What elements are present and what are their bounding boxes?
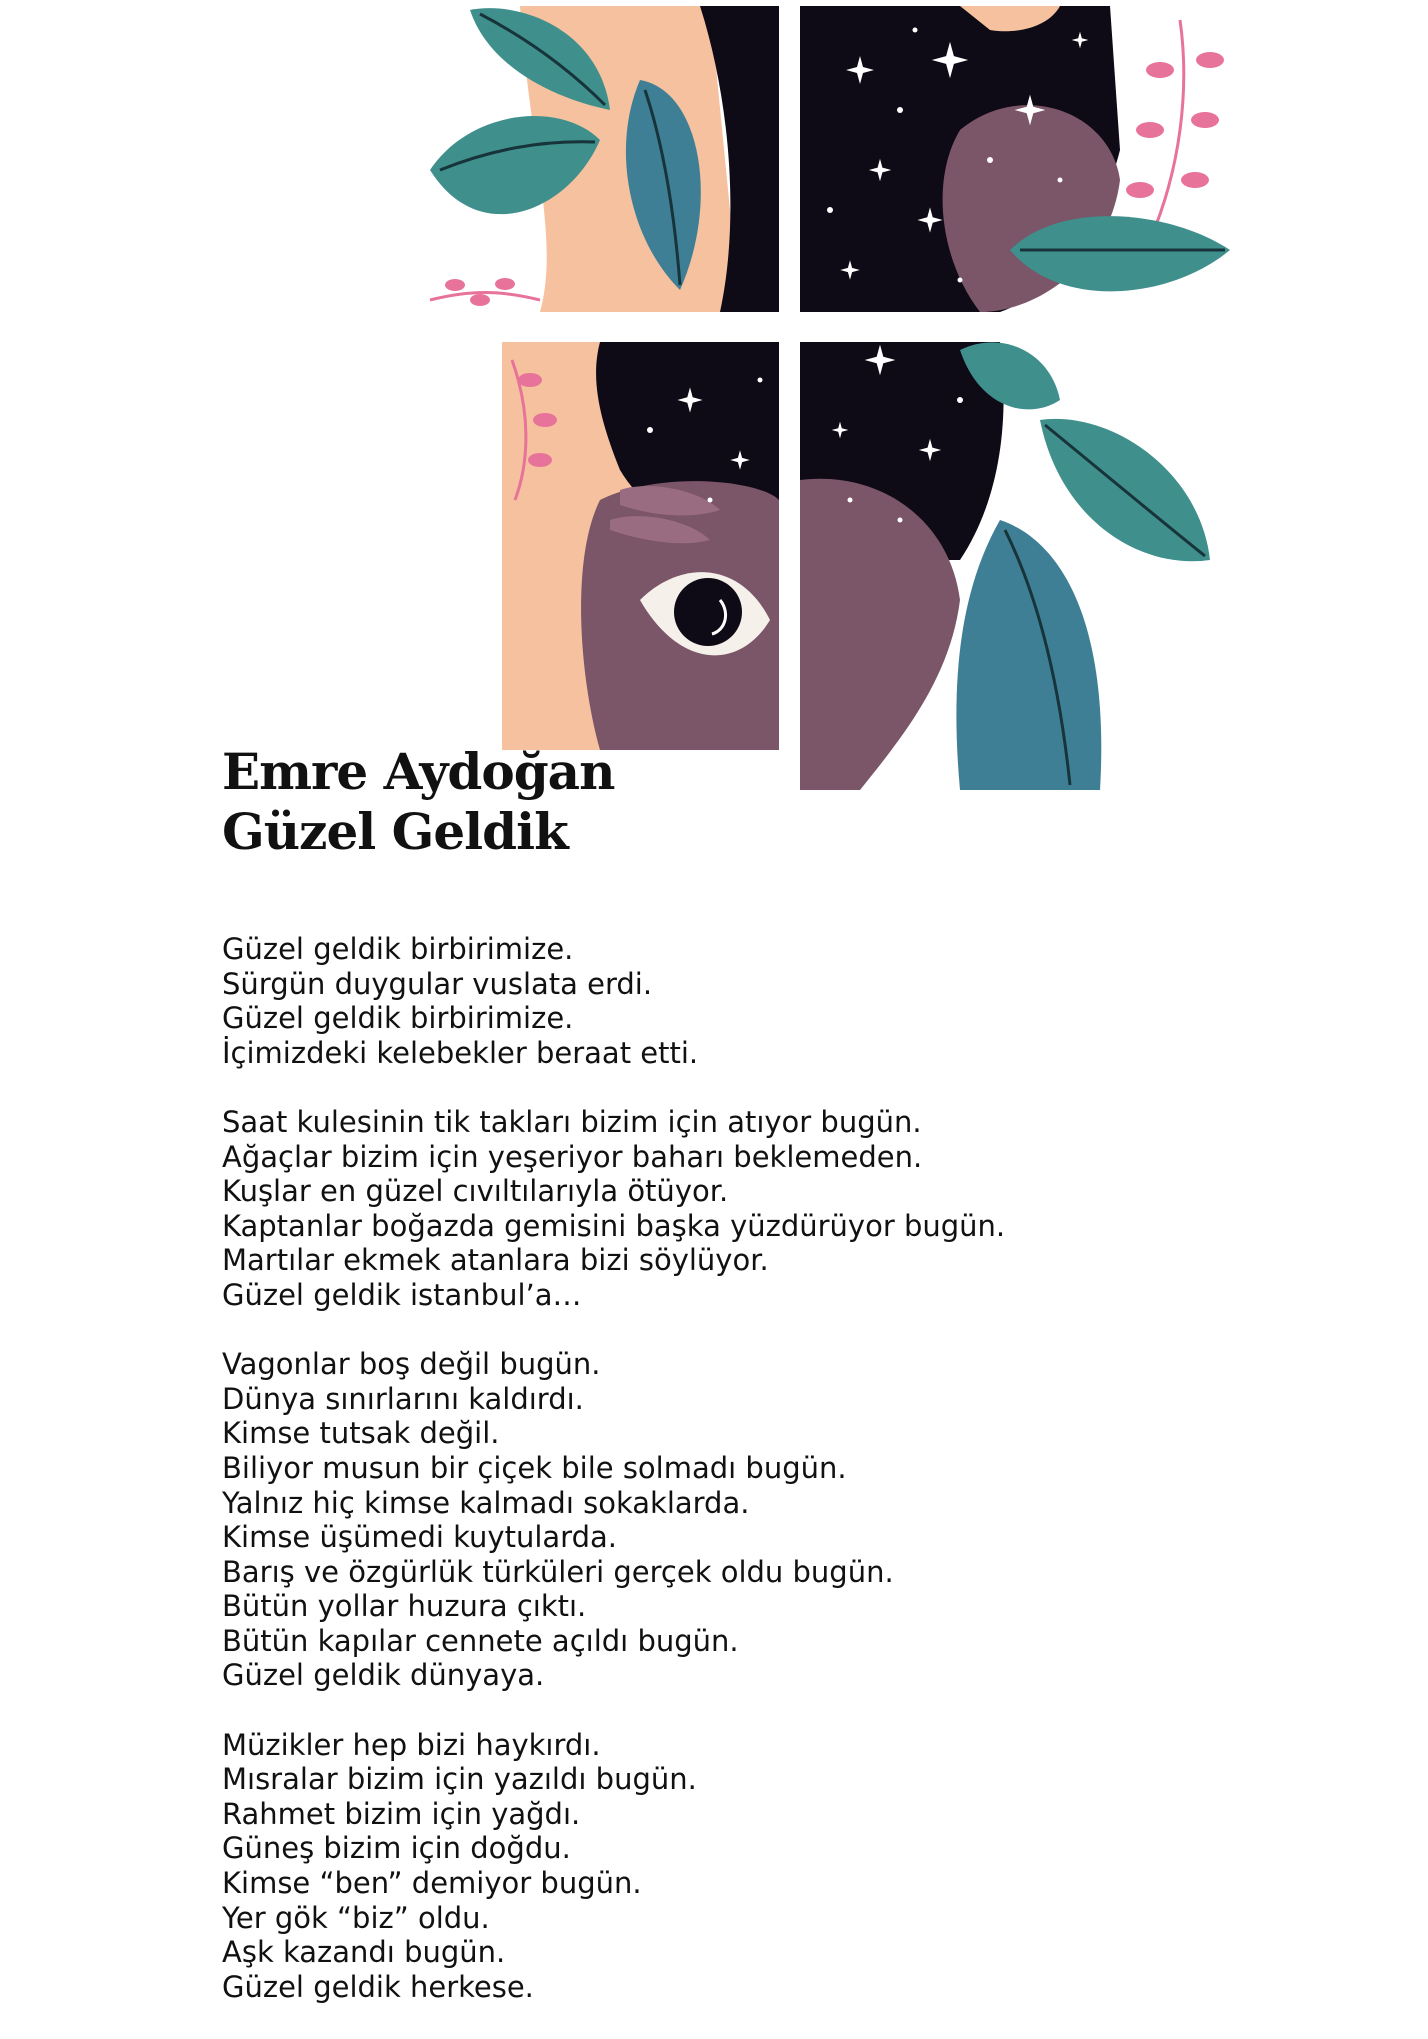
poem-line: Bütün yollar huzura çıktı. [222,1589,587,1624]
poem-line: Dünya sınırlarını kaldırdı. [222,1381,584,1416]
poem-title: Güzel Geldik [222,802,568,861]
poem-line: Güzel geldik birbirimize. [222,932,574,966]
poem-line: Yalnız hiç kimse kalmadı sokaklarda. [222,1485,750,1520]
poem-line: Güzel geldik herkese. [222,1969,534,2004]
poem-body [222,932,1005,2039]
poem-line: İçimizdeki kelebekler beraat etti. [222,1035,699,1070]
poem-line: Vagonlar boş değil bugün. [222,1347,601,1382]
cover-illustration [0,0,1428,900]
author-name: Emre Aydoğan [222,742,615,801]
panel-top-right [800,6,1259,312]
poem-line: Martılar ekmek atanlara bizi söylüyor. [222,1243,769,1278]
poem-line: Kimse tutsak değil. [222,1416,500,1451]
stanza [222,1347,1005,1693]
poem-line: Güneş bizim için doğdu. [222,1831,571,1866]
poem-line: Güzel geldik birbirimize. [222,1001,574,1036]
poem-line: Kaptanlar boğazda gemisini başka yüzdürüyor bugün. [222,1208,1006,1243]
poem-line: Sürgün duygular vuslata erdi. [222,966,653,1001]
poem-line: Barış ve özgürlük türküleri gerçek oldu bugün. [222,1554,894,1589]
poem-line: Bütün kapılar cennete açıldı bugün. [222,1623,739,1658]
stanza [222,1728,1005,2005]
poem-header [222,742,614,862]
panel-top-left [420,6,779,312]
poem-line: Rahmet bizim için yağdı. [222,1796,581,1831]
poem-line: Aşk kazandı bugün. [222,1935,506,1970]
stanza [222,932,1005,1070]
poem-line: Güzel geldik dünyaya. [222,1658,545,1693]
poem-line: Ağaçlar bizim için yeşeriyor baharı beklemeden. [222,1139,923,1174]
poem-line: Kimse üşümedi kuytularda. [222,1520,617,1555]
panel-bottom-right [800,342,1230,790]
poem-line: Güzel geldik istanbul’a… [222,1277,582,1312]
poem-line: Saat kulesinin tik takları bizim için atıyor bugün. [222,1104,922,1139]
poem-line: Biliyor musun bir çiçek bile solmadı bugün. [222,1450,847,1485]
poem-line: Mısralar bizim için yazıldı bugün. [222,1762,697,1797]
poem-line: Kimse “ben” demiyor bugün. [222,1866,642,1901]
panel-bottom-left [502,342,779,750]
poem-line: Kuşlar en güzel cıvıltılarıyla ötüyor. [222,1174,729,1209]
stanza [222,1105,1005,1313]
poem-line: Müzikler hep bizi haykırdı. [222,1727,601,1762]
poem-line: Yer gök “biz” oldu. [222,1900,490,1935]
